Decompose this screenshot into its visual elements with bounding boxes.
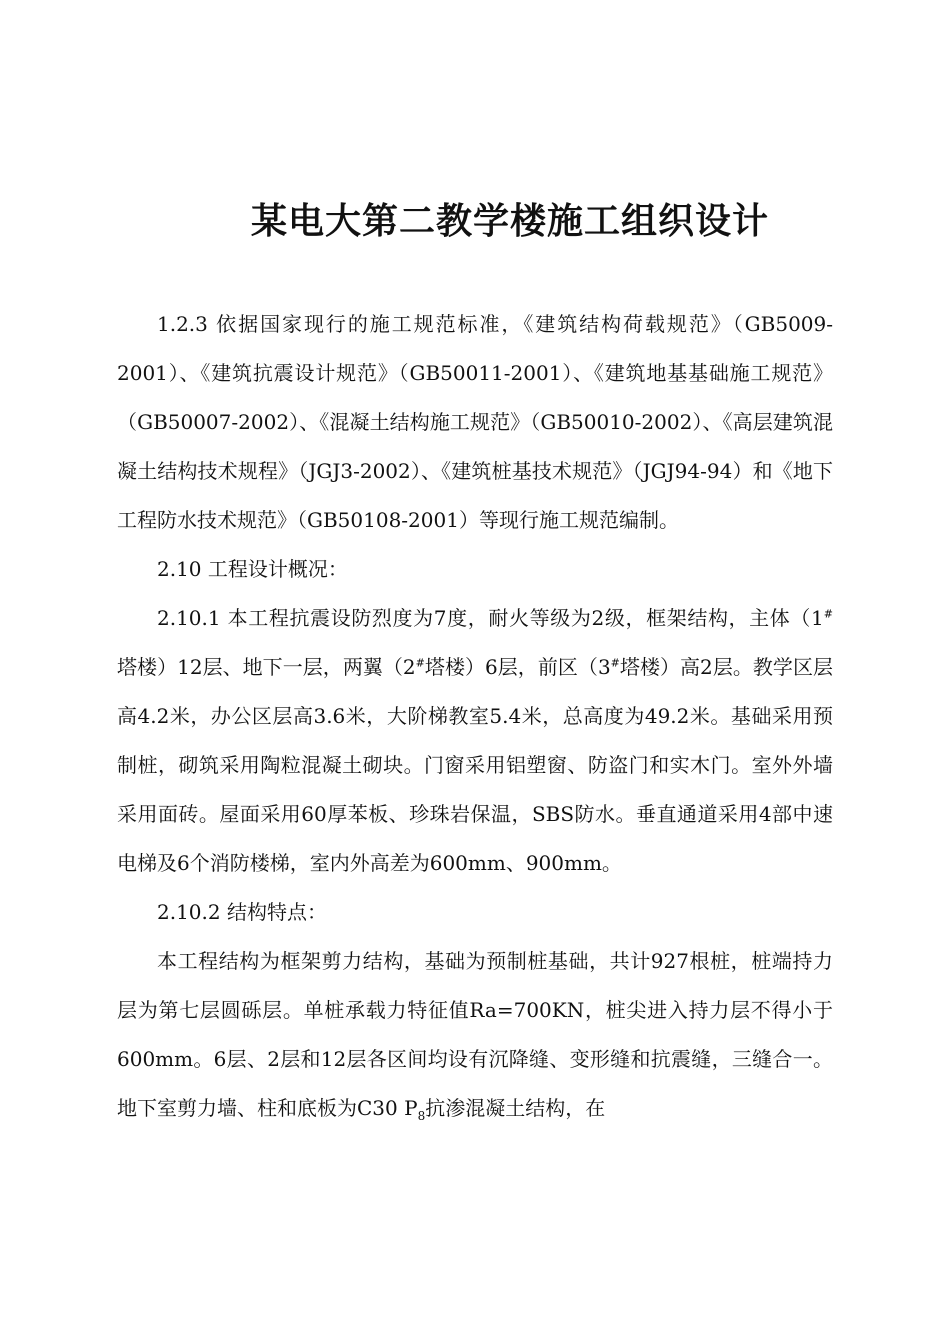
document-body [117,300,833,1133]
paragraph-section-heading-structure: 2.10.2 结构特点： [157,900,327,924]
text-segment: 塔楼）6层，前区（3 [424,655,611,679]
text-segment: 抗渗混凝土结构，在 [425,1096,606,1120]
paragraph-design-overview [117,594,833,888]
text-segment: 本工程结构为框架剪力结构，基础为预制桩基础，共计927根桩，桩端持力层为第七层圆砾层。单桩承载力特征值Ra=700KN，桩尖进入持力层不得小于600mm。6层、2层和12层各区间均设有沉降缝、变形缝和抗震缝，三缝合一。地下室剪力墙、柱和底板为C30 P [117,949,833,1120]
text-segment: 2.10.1 本工程抗震设防烈度为7度，耐火等级为2级，框架结构，主体（1 [157,606,824,630]
text-segment: 塔楼）12层、地下一层，两翼（2 [117,655,416,679]
text-segment: 塔楼）高2层。教学区层高4.2米，办公区层高3.6米，大阶梯教室5.4米，总高度为49.2米。基础采用预制桩，砌筑采用陶粒混凝土砌块。门窗采用铝塑窗、防盗门和实木门。室外外墙采用面砖。屋面采用60厚苯板、珍珠岩保温，SBS防水。垂直通道采用4部中速电梯及6个消防楼梯，室内外高差为600mm、900mm。 [117,655,833,875]
document-title: 某电大第二教学楼施工组织设计 [250,201,769,242]
paragraph-standards: 1.2.3 依据国家现行的施工规范标准，《建筑结构荷载规范》（GB5009-2001）、《建筑抗震设计规范》（GB50011-2001）、《建筑地基基础施工规范》（GB50007-2002）、《混凝土结构施工规范》（GB50010-2002）、《高层建筑混凝土结构技术规程》（JGJ3-2002）、《建筑桩基技术规范》（JGJ94-94）和《地下工程防水技术规范》（GB50108-2001）等现行施工规范编制。 [117,312,833,532]
paragraph-section-heading-design-overview: 2.10 工程设计概况： [157,557,348,581]
paragraph-structure-features [117,937,833,1133]
superscript-mark: # [610,656,620,670]
superscript-mark: # [823,607,833,621]
subscript-mark: 8 [417,1109,426,1123]
superscript-mark: # [415,656,425,670]
